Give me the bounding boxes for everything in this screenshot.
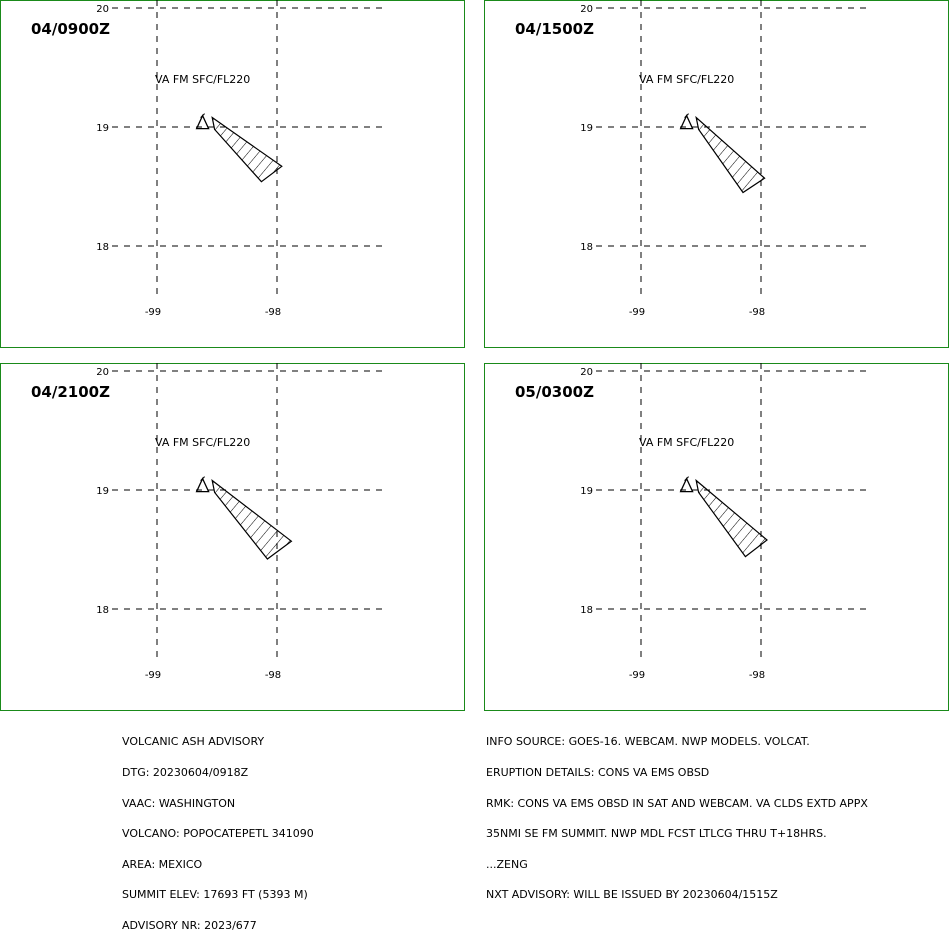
advisory-line: 35NMI SE FM SUMMIT. NWP MDL FCST LTLCG THRU T+18HRS. <box>486 827 827 841</box>
valid-time-label: 04/1500Z <box>515 20 594 38</box>
forecast-panel-2100z <box>0 363 465 711</box>
map-svg <box>0 0 467 350</box>
map-svg <box>484 363 950 713</box>
latitude-tick-label: 19 <box>96 123 109 134</box>
ash-layer-label: VA FM SFC/FL220 <box>639 73 735 86</box>
forecast-panel-0300z <box>484 363 949 711</box>
latitude-tick-label: 18 <box>96 605 109 616</box>
forecast-panel-1500z <box>484 0 949 348</box>
advisory-line: SUMMIT ELEV: 17693 FT (5393 M) <box>122 888 308 902</box>
longitude-tick-label: -99 <box>144 307 162 318</box>
advisory-line: ADVISORY NR: 2023/677 <box>122 919 257 933</box>
advisory-line: VOLCANIC ASH ADVISORY <box>122 735 265 749</box>
advisory-line: RMK: CONS VA EMS OBSD IN SAT AND WEBCAM. VA CLDS EXTD APPX <box>486 796 868 810</box>
latitude-tick-label: 19 <box>580 486 593 497</box>
longitude-tick-label: -98 <box>264 670 282 681</box>
map-svg <box>0 363 467 713</box>
latitude-tick-label: 20 <box>580 367 593 378</box>
latitude-tick-label: 18 <box>96 242 109 253</box>
advisory-details-block <box>486 717 868 911</box>
ash-layer-label: VA FM SFC/FL220 <box>639 436 735 449</box>
ash-cloud-polygon <box>696 118 764 193</box>
advisory-header-block <box>122 717 314 941</box>
ash-layer-label: VA FM SFC/FL220 <box>155 73 251 86</box>
map-svg <box>484 0 950 350</box>
valid-time-label: 04/0900Z <box>31 20 110 38</box>
ash-layer-label: VA FM SFC/FL220 <box>155 436 251 449</box>
forecast-panel-0900z <box>0 0 465 348</box>
advisory-line: INFO SOURCE: GOES-16. WEBCAM. NWP MODELS. VOLCAT. <box>486 735 810 749</box>
advisory-line: NXT ADVISORY: WILL BE ISSUED BY 20230604/1515Z <box>486 888 778 902</box>
latitude-tick-label: 18 <box>580 605 593 616</box>
advisory-line: AREA: MEXICO <box>122 857 203 871</box>
advisory-line: ...ZENG <box>486 857 528 871</box>
latitude-tick-label: 18 <box>580 242 593 253</box>
advisory-line: ERUPTION DETAILS: CONS VA EMS OBSD <box>486 766 710 780</box>
ash-cloud-polygon <box>696 481 767 557</box>
advisory-line: VAAC: WASHINGTON <box>122 796 236 810</box>
longitude-tick-label: -99 <box>144 670 162 681</box>
latitude-tick-label: 20 <box>96 4 109 15</box>
longitude-tick-label: -99 <box>628 670 646 681</box>
advisory-line: DTG: 20230604/0918Z <box>122 766 249 780</box>
longitude-tick-label: -99 <box>628 307 646 318</box>
longitude-tick-label: -98 <box>748 307 766 318</box>
latitude-tick-label: 20 <box>96 367 109 378</box>
longitude-tick-label: -98 <box>264 307 282 318</box>
longitude-tick-label: -98 <box>748 670 766 681</box>
latitude-tick-label: 20 <box>580 4 593 15</box>
latitude-tick-label: 19 <box>96 486 109 497</box>
valid-time-label: 05/0300Z <box>515 383 594 401</box>
ash-cloud-polygon <box>212 481 291 560</box>
advisory-line: VOLCANO: POPOCATEPETL 341090 <box>122 827 314 841</box>
latitude-tick-label: 19 <box>580 123 593 134</box>
valid-time-label: 04/2100Z <box>31 383 110 401</box>
